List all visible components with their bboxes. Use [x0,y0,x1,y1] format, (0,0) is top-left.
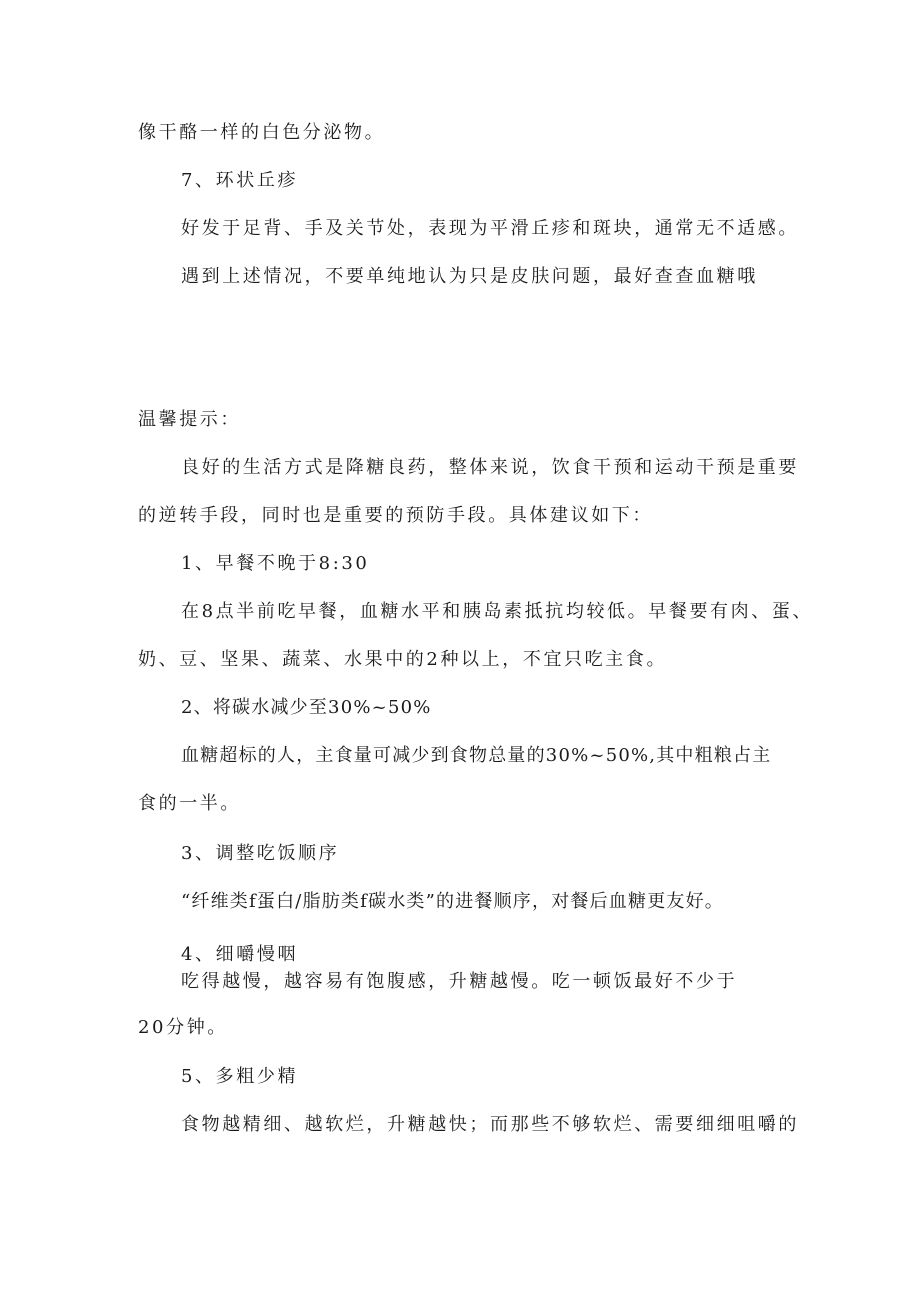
paragraph-line: 遇到上述情况，不要单纯地认为只是皮肤问题，最好查查血糖哦 [181,266,758,287]
section-heading-3: 3、调整吃饭顺序 [181,843,340,864]
paragraph-line: 像干酪一样的白色分泌物。 [138,122,386,143]
paragraph-line: 良好的生活方式是降糖良药，整体来说，饮食干预和运动干预是重要 [181,457,799,478]
paragraph-line: 血糖超标的人，主食量可减少到食物总量的30%~50%,其中粗粮占主 [181,745,772,766]
paragraph-line: 在8点半前吃早餐，血糖水平和胰岛素抵抗均较低。早餐要有肉、蛋、 [181,601,814,622]
section-heading-4: 4、细嚼慢咽 [181,944,299,965]
paragraph-line: 的逆转手段，同时也是重要的预防手段。具体建议如下： [138,505,653,526]
paragraph-line: 奶、豆、坚果、蔬菜、水果中的2种以上，不宜只吃主食。 [138,649,668,670]
paragraph-line: 20分钟。 [138,1017,228,1038]
section-heading-5: 5、多粗少精 [181,1066,299,1087]
paragraph-line: 好发于足背、手及关节处，表现为平滑丘疹和斑块，通常无不适感。 [181,218,799,239]
section-heading-2: 2、将碳水减少至30%~50% [181,697,432,718]
paragraph-line: “纤维类f蛋白/脂肪类f碳水类”的进餐顺序，对餐后血糖更友好。 [181,891,724,912]
paragraph-line: 吃得越慢，越容易有饱腹感，升糖越慢。吃一顿饭最好不少于 [181,971,738,992]
paragraph-line: 食的一半。 [138,793,241,814]
tips-title: 温馨提示： [138,409,241,430]
paragraph-line: 食物越精细、越软烂，升糖越快；而那些不够软烂、需要细细咀嚼的 [181,1114,799,1135]
section-heading-7: 7、环状丘疹 [181,170,299,191]
section-heading-1: 1、早餐不晚于8:30 [181,553,370,574]
